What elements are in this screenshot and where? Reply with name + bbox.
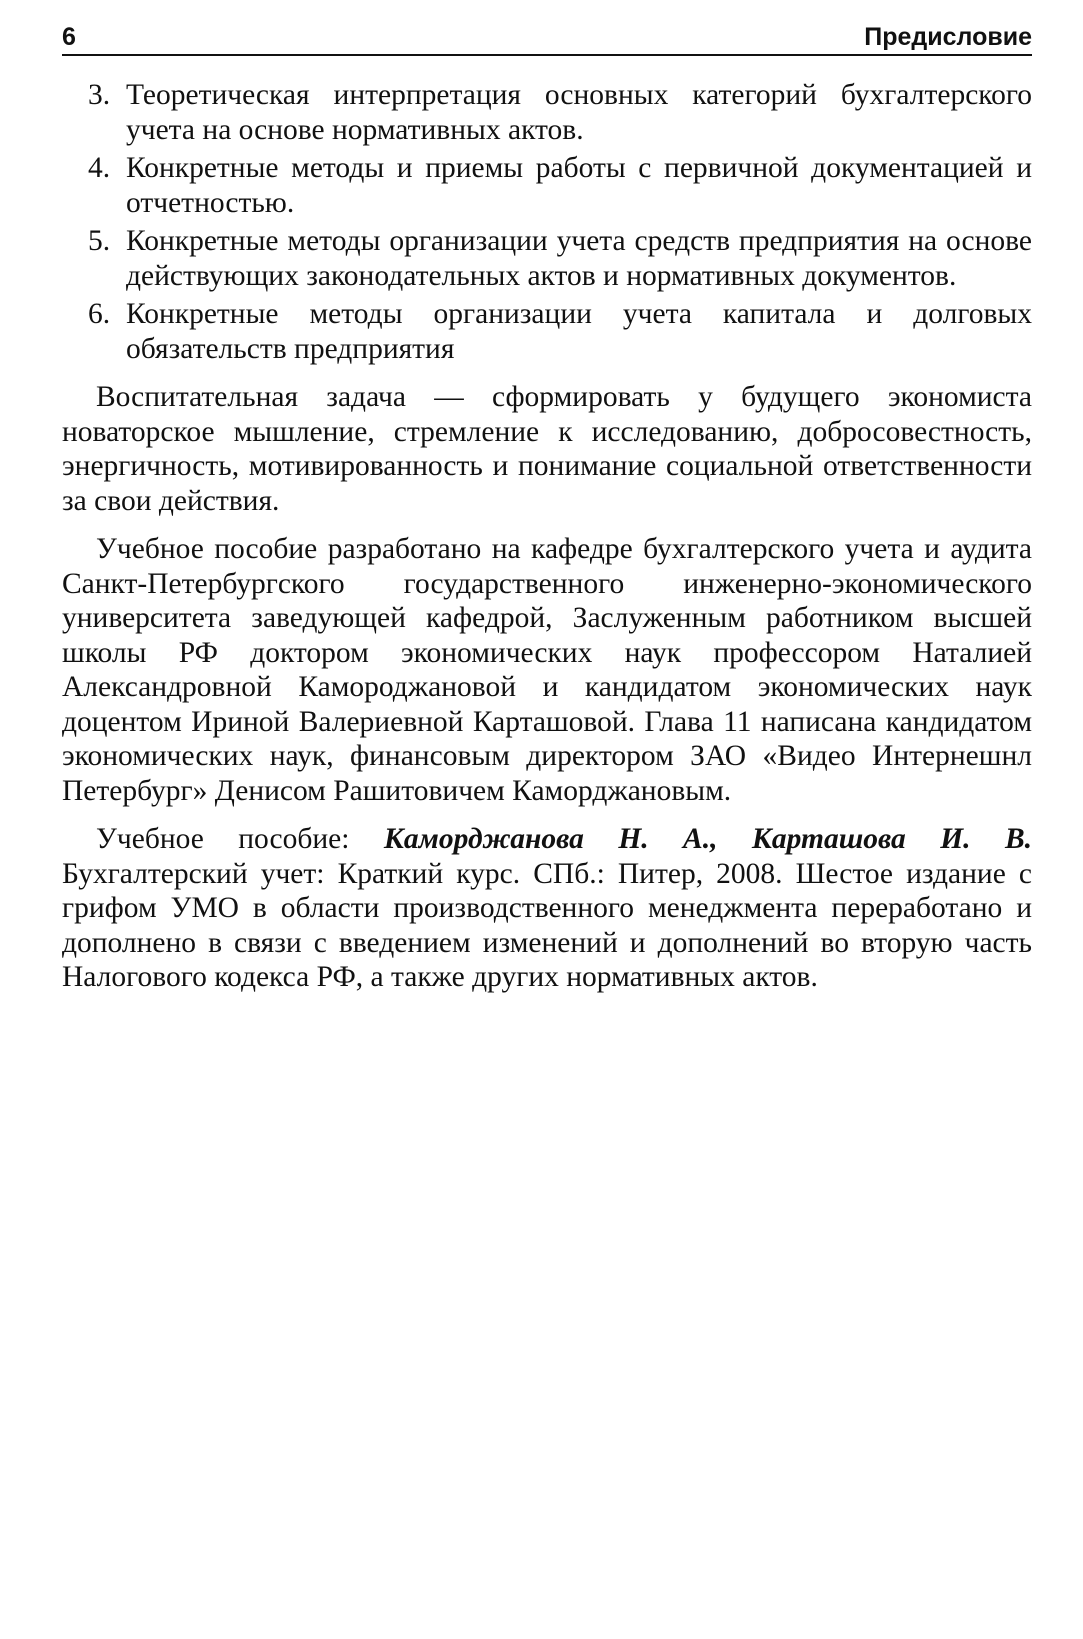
citation-authors: Каморджанова Н. А., Карташова И. В. bbox=[383, 823, 1032, 855]
citation-lead: Учебное пособие: bbox=[96, 823, 384, 855]
list-item-number: 5. bbox=[88, 225, 111, 257]
education-task-paragraph: Воспитательная задача — сформировать у будущего экономиста новаторское мышление, стремление к исследованию, добросовестность, энергичность, мотивированность и понимание социальной ответственности за свои действия. bbox=[62, 381, 1032, 517]
list-item-number: 6. bbox=[88, 298, 111, 330]
citation-rest: Бухгалтерский учет: Краткий курс. СПб.: Питер, 2008. Шестое издание с грифом УМО в области производственного менеджмента переработано и дополнено в связи с введением изменений и дополнений во вторую часть Налогового кодекса РФ, а также других нормативных актов. bbox=[62, 857, 1032, 993]
numbered-list bbox=[62, 78, 1032, 366]
list-item-number: 3. bbox=[88, 79, 111, 111]
authors-paragraph: Учебное пособие разработано на кафедре бухгалтерского учета и аудита Санкт-Петербургского государственного инженерно-экономического университета заведующей кафедрой, Заслуженным работником высшей школы РФ доктором экономических наук профессором Наталией Александровной Камороджановой и кандидатом экономических наук доцентом Ириной Валериевной Карташовой. Глава 11 написана кандидатом экономических наук, финансовым директором ЗАО «Видео Интернешнл Петербург» Денисом Рашитовичем Каморджановым. bbox=[62, 533, 1032, 807]
list-item-number: 4. bbox=[88, 152, 111, 184]
list-item bbox=[62, 224, 1032, 293]
page-number: 6 bbox=[62, 23, 76, 51]
list-item-text: Теоретическая интерпретация основных категорий бухгалтерского учета на основе нормативных актов. bbox=[126, 79, 1032, 146]
book-page bbox=[62, 22, 1032, 995]
list-item bbox=[62, 297, 1032, 366]
list-item-text: Конкретные методы организации учета капитала и долговых обязательств предприятия bbox=[126, 298, 1032, 365]
list-item bbox=[62, 78, 1032, 147]
citation-paragraph bbox=[62, 822, 1032, 995]
running-header bbox=[62, 22, 1032, 56]
section-title: Предисловие bbox=[864, 23, 1032, 51]
list-item bbox=[62, 151, 1032, 220]
list-item-text: Конкретные методы организации учета средств предприятия на основе действующих законодательных актов и нормативных документов. bbox=[126, 225, 1032, 292]
list-item-text: Конкретные методы и приемы работы с первичной документацией и отчетностью. bbox=[126, 152, 1032, 219]
